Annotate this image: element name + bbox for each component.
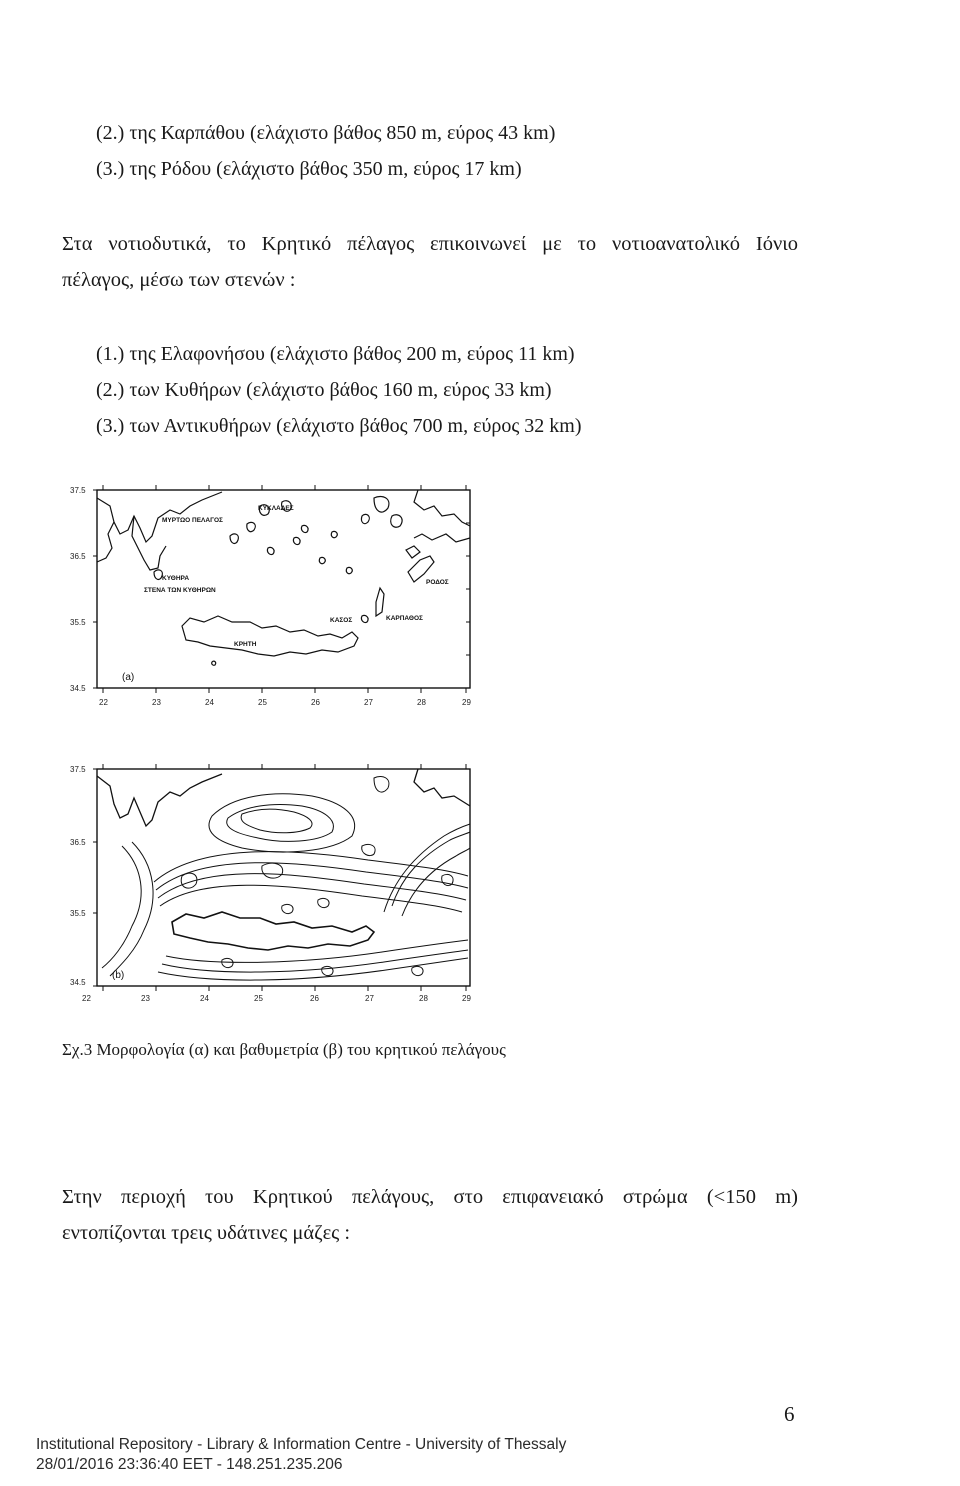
panel-b-tag: (b) — [112, 970, 125, 981]
label-kythira: ΚΥΘΗΡΑ — [162, 575, 190, 582]
paragraph-2-line-2: εντοπίζονται τρεις υδάτινες μάζες : — [62, 1222, 351, 1244]
paragraph-2-line-1: Στην περιοχή του Κρητικού πελάγους, στο επιφανειακό στρώμα (<150 m) — [62, 1186, 798, 1208]
footer-timestamp: 28/01/2016 23:36:40 EET - 148.251.235.206 — [36, 1456, 343, 1473]
list-item-antikythira: (3.) των Αντικυθήρων (ελάχιστο βάθος 700 m, εύρος 32 km) — [96, 415, 582, 437]
lon-tick: 24 — [205, 698, 214, 707]
lon-tick: 26 — [310, 994, 319, 1003]
lon-tick: 24 — [200, 994, 209, 1003]
figure-caption: Σχ.3 Μορφολογία (α) και βαθυμετρία (β) του κρητικού πελάγους — [62, 1040, 506, 1059]
list-item-karpathos: (2.) της Καρπάθου (ελάχιστο βάθος 850 m, εύρος 43 km) — [96, 122, 556, 144]
lon-tick: 25 — [254, 994, 263, 1003]
lon-tick: 27 — [364, 698, 373, 707]
lon-tick: 25 — [258, 698, 267, 707]
list-item-elafonisos: (1.) της Ελαφονήσου (ελάχιστο βάθος 200 m, εύρος 11 km) — [96, 343, 575, 365]
lon-tick: 26 — [311, 698, 320, 707]
lat-tick: 37.5 — [70, 765, 86, 774]
list-item-kythira: (2.) των Κυθήρων (ελάχιστο βάθος 160 m, εύρος 33 km) — [96, 379, 552, 401]
lat-tick: 35.5 — [70, 909, 86, 918]
label-kyklades: ΚΥΚΛΑΔΕΣ — [258, 505, 294, 512]
label-rodos: ΡΟΔΟΣ — [426, 579, 449, 586]
lon-tick: 23 — [152, 698, 161, 707]
label-stena: ΣΤΕΝΑ ΤΩΝ ΚΥΘΗΡΩΝ — [144, 587, 216, 594]
lat-tick: 37.5 — [70, 486, 86, 495]
paragraph-1-line-1: Στα νοτιοδυτικά, το Κρητικό πέλαγος επικοινωνεί με το νοτιοανατολικό Ιόνιο — [62, 233, 798, 255]
label-karpathos: ΚΑΡΠΑΘΟΣ — [386, 615, 423, 622]
label-kasos: ΚΑΣΟΣ — [330, 617, 353, 624]
map-panel-a — [62, 476, 482, 716]
list-item-rodos: (3.) της Ρόδου (ελάχιστο βάθος 350 m, εύρος 17 km) — [96, 158, 522, 180]
lat-tick: 35.5 — [70, 618, 86, 627]
coastlines-a — [97, 490, 470, 665]
label-kriti: ΚΡΗΤΗ — [234, 641, 257, 648]
lat-tick: 34.5 — [70, 978, 86, 987]
lon-tick: 23 — [141, 994, 150, 1003]
paragraph-1-line-2: πέλαγος, μέσω των στενών : — [62, 269, 296, 291]
lon-tick: 29 — [462, 994, 471, 1003]
lon-tick: 28 — [417, 698, 426, 707]
lon-tick: 28 — [419, 994, 428, 1003]
panel-a-tag: (a) — [122, 672, 135, 683]
footer-repository: Institutional Repository - Library & Information Centre - University of Thessaly — [36, 1436, 567, 1453]
lon-tick: 22 — [82, 994, 91, 1003]
lon-tick: 27 — [365, 994, 374, 1003]
lat-tick: 36.5 — [70, 552, 86, 561]
lat-tick: 34.5 — [70, 684, 86, 693]
page-number: 6 — [784, 1402, 795, 1426]
map-panel-b — [62, 756, 482, 1006]
bathymetry-contours — [97, 769, 470, 980]
lon-tick: 22 — [99, 698, 108, 707]
lon-tick: 29 — [462, 698, 471, 707]
label-myrtoo: ΜΥΡΤΩΟ ΠΕΛΑΓΟΣ — [162, 517, 223, 524]
lat-tick: 36.5 — [70, 838, 86, 847]
